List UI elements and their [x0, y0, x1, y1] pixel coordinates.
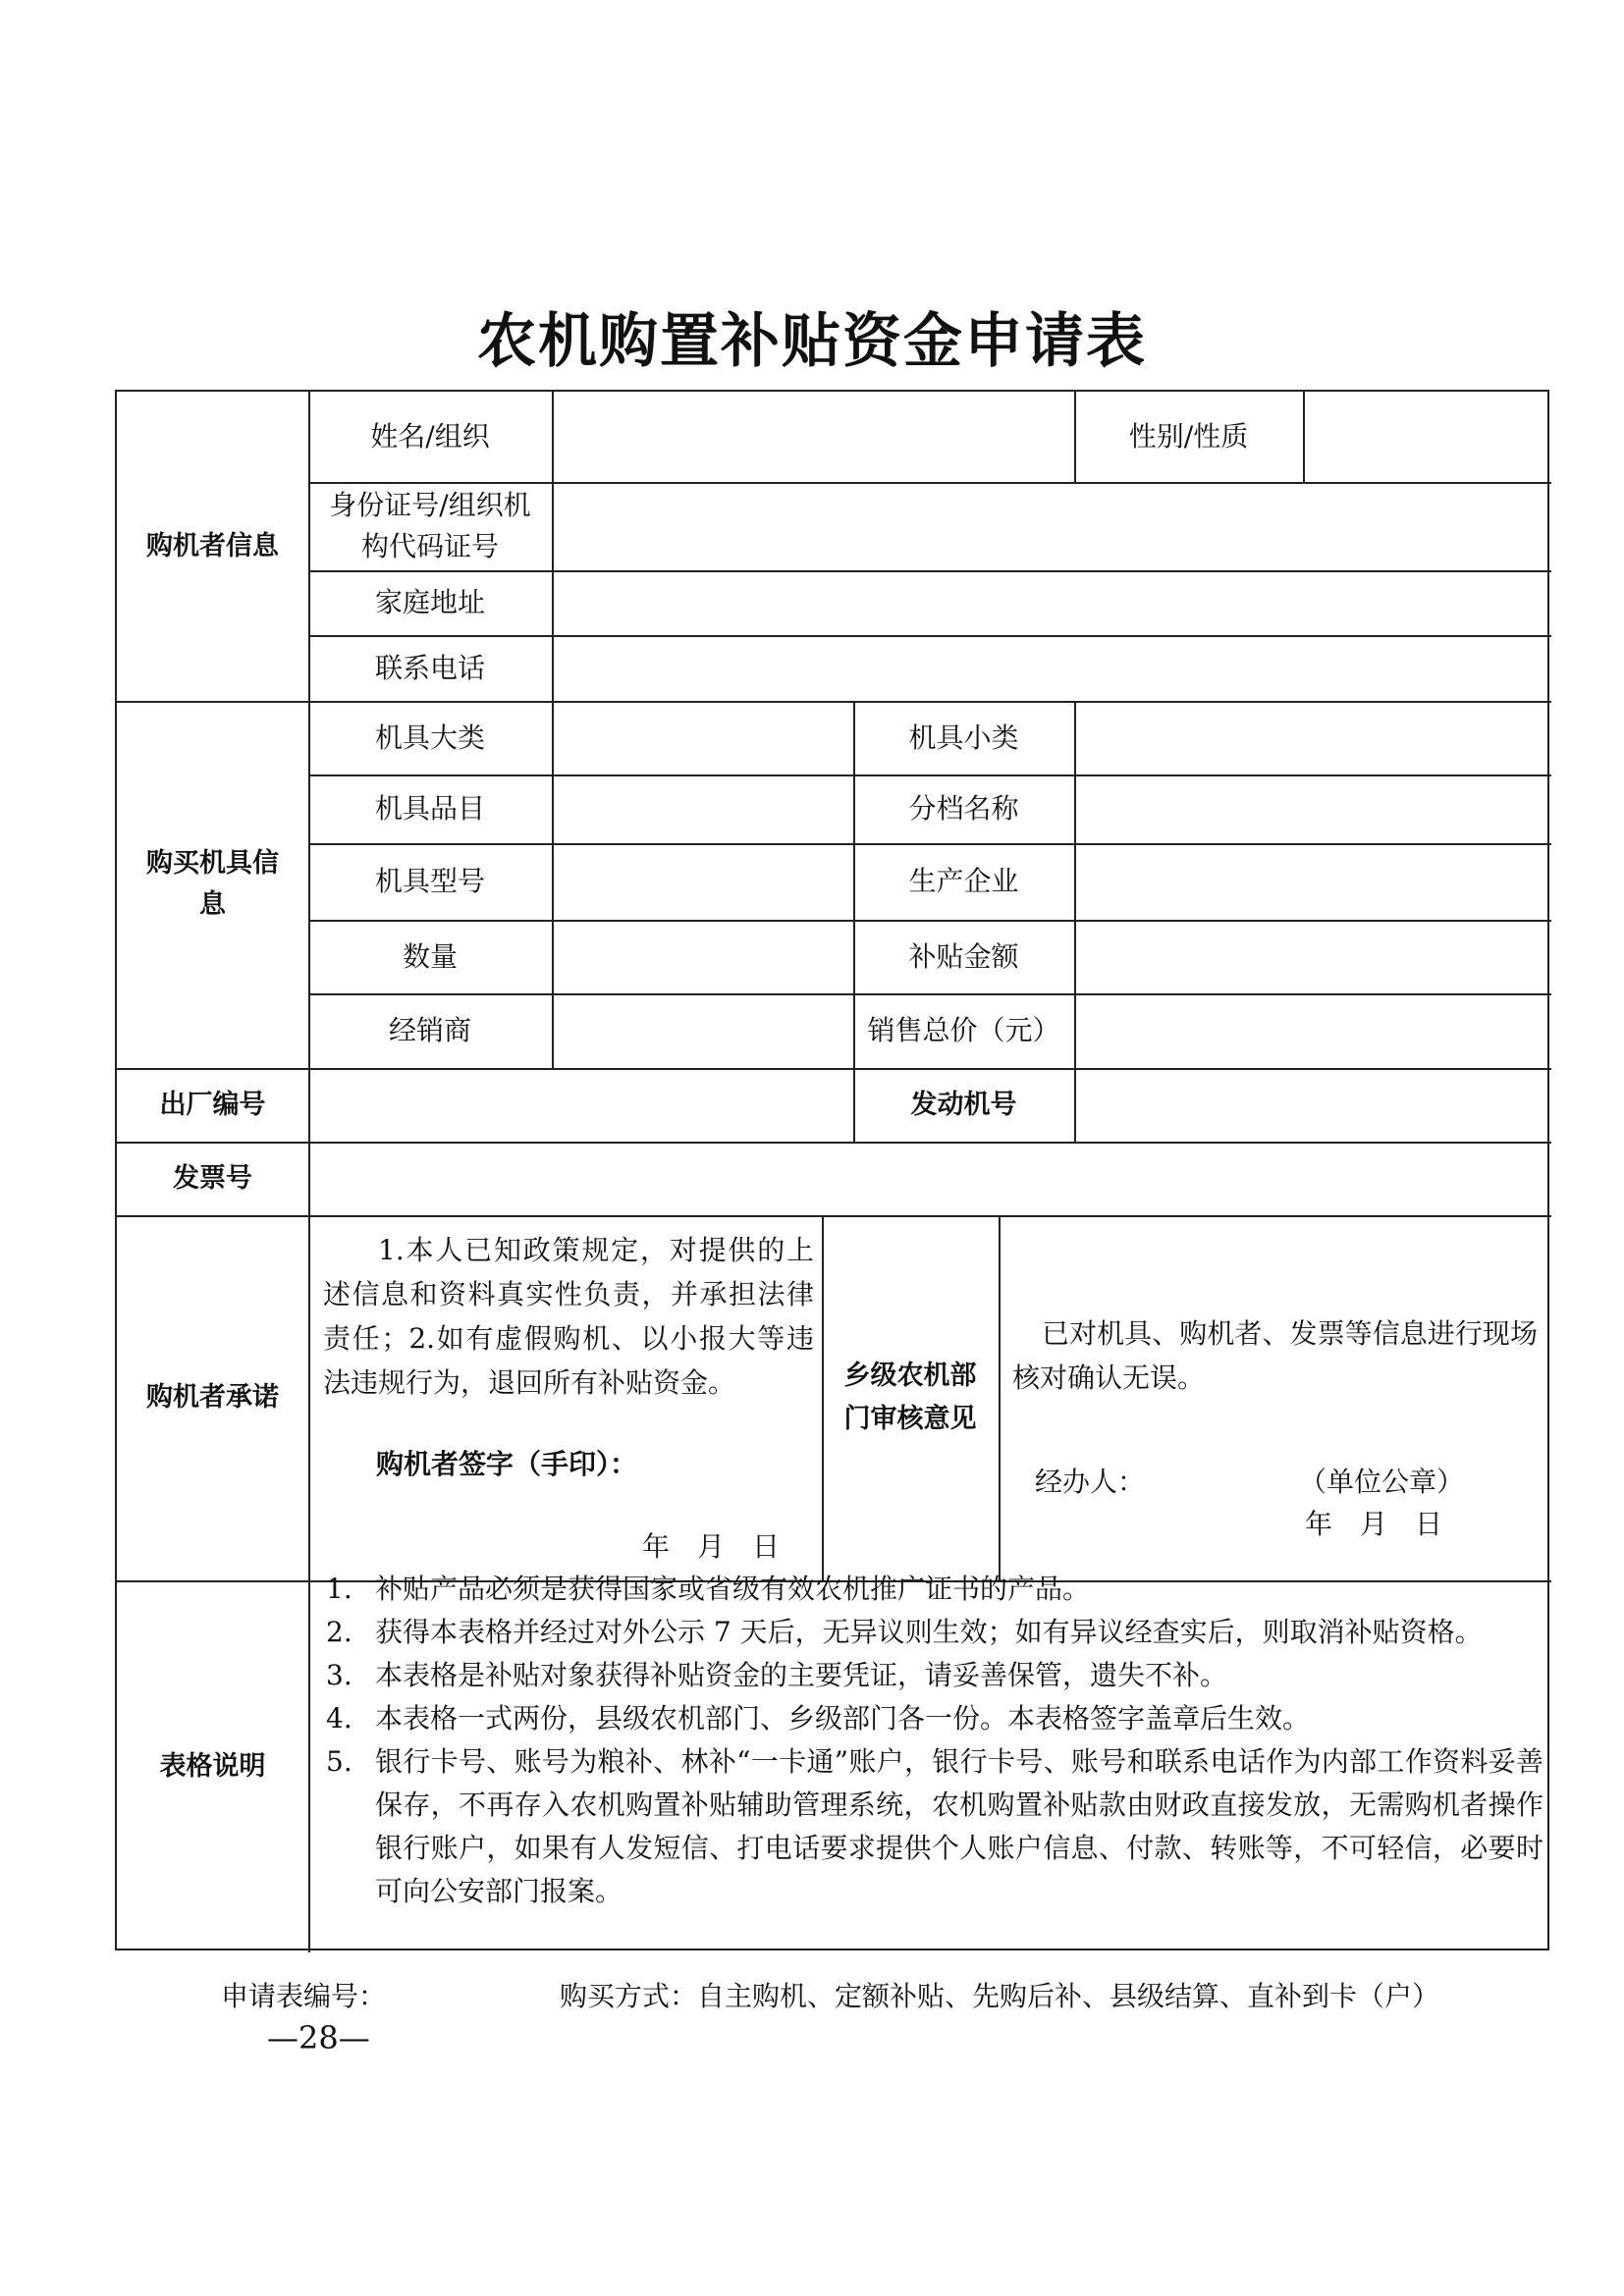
- gender-nature-field[interactable]: [1303, 392, 1551, 482]
- list-item: 5. 银行卡号、账号为粮补、林补“一卡通”账户，银行卡号、账号和联系电话作为内部工作资料妥善保存，不再存入农机购置补贴辅助管理系统，农机购置补贴款由财政直接发放，无需购机者操作银行账户，如果有人发短信、打电话要求提供个人账户信息、付款、转账等，不可轻信，必要时可向公安部门报案。: [326, 1745, 1543, 1907]
- buyer-signature-label: 购机者签字（手印）：: [376, 1448, 638, 1480]
- label-category-major: 机具大类: [374, 721, 485, 754]
- invoice-no-field[interactable]: [308, 1142, 1551, 1215]
- label-category-minor: 机具小类: [908, 721, 1019, 754]
- list-item: 2. 获得本表格并经过对外公示 7 天后，无异议则生效；如有异议经查实后，则取消补贴资格。: [326, 1616, 1483, 1648]
- notes-list: [326, 1568, 1543, 1913]
- section-form-notes: 表格说明: [159, 1750, 266, 1782]
- review-date: 年 月 日: [1305, 1508, 1443, 1540]
- dealer-field[interactable]: [552, 993, 853, 1068]
- label-subsidy-amount: 补贴金额: [908, 939, 1019, 973]
- address-field[interactable]: [552, 570, 1551, 635]
- pledge-date: 年 月 日: [642, 1530, 781, 1563]
- application-form: [115, 390, 1549, 1950]
- quantity-field[interactable]: [552, 920, 853, 993]
- list-item: 1. 补贴产品必须是获得国家或省级有效农机推广证书的产品。: [326, 1573, 1091, 1605]
- manufacturer-field[interactable]: [1074, 843, 1551, 920]
- label-engine-no: 发动机号: [910, 1089, 1017, 1120]
- pledge-text: 1.本人已知政策规定，对提供的上述信息和资料真实性负责，并承担法律责任；2.如有虚假购机、以小报大等违法违规行为，退回所有补贴资金。: [323, 1234, 814, 1399]
- factory-no-field[interactable]: [308, 1068, 853, 1142]
- page-number: —28—: [267, 2019, 370, 2056]
- total-price-field[interactable]: [1074, 993, 1551, 1068]
- subsidy-amount-field[interactable]: [1074, 920, 1551, 993]
- id-number-field[interactable]: [552, 482, 1551, 570]
- category-minor-field[interactable]: [1074, 701, 1551, 774]
- form-title: 农机购置补贴资金申请表: [477, 307, 1147, 376]
- label-address: 家庭地址: [374, 586, 485, 618]
- seal-label: （单位公章）: [1299, 1466, 1465, 1498]
- section-township-review: 乡级农机部门审核意见: [843, 1361, 977, 1434]
- label-id-number: 身份证号/组织机构代码证号: [329, 489, 531, 562]
- label-phone: 联系电话: [374, 651, 485, 684]
- form-number-label: 申请表编号：: [221, 1980, 387, 2012]
- label-factory-no: 出厂编号: [159, 1089, 266, 1120]
- label-name-org: 姓名/组织: [370, 420, 490, 453]
- label-model: 机具型号: [374, 865, 485, 897]
- handler-label: 经办人：: [1035, 1466, 1146, 1498]
- section-machine-info: 购买机具信息: [146, 848, 279, 920]
- label-grade-name: 分档名称: [908, 792, 1019, 825]
- section-buyer-info: 购机者信息: [146, 530, 279, 561]
- review-text: 已对机具、购机者、发票等信息进行现场核对确认无误。: [1012, 1317, 1538, 1394]
- label-invoice-no: 发票号: [173, 1162, 252, 1194]
- category-major-field[interactable]: [552, 701, 853, 774]
- purchase-method: 购买方式：自主购机、定额补贴、先购后补、县级结算、直补到卡（户）: [560, 1980, 1440, 2012]
- label-dealer: 经销商: [388, 1014, 471, 1046]
- model-field[interactable]: [552, 843, 853, 920]
- engine-no-field[interactable]: [1074, 1068, 1551, 1142]
- phone-field[interactable]: [552, 635, 1551, 701]
- label-gender-nature: 性别/性质: [1128, 420, 1249, 453]
- label-item: 机具品目: [374, 792, 485, 825]
- section-pledge: 购机者承诺: [146, 1382, 279, 1413]
- list-item: 4. 本表格一式两份，县级农机部门、乡级部门各一份。本表格签字盖章后生效。: [326, 1702, 1311, 1735]
- name-org-field[interactable]: [552, 392, 1074, 482]
- label-manufacturer: 生产企业: [908, 865, 1019, 897]
- label-quantity: 数量: [402, 939, 458, 973]
- item-field[interactable]: [552, 774, 853, 843]
- label-total-price: 销售总价（元）: [867, 1014, 1060, 1046]
- grade-name-field[interactable]: [1074, 774, 1551, 843]
- list-item: 3. 本表格是补贴对象获得补贴资金的主要凭证，请妥善保管，遗失不补。: [326, 1659, 1228, 1691]
